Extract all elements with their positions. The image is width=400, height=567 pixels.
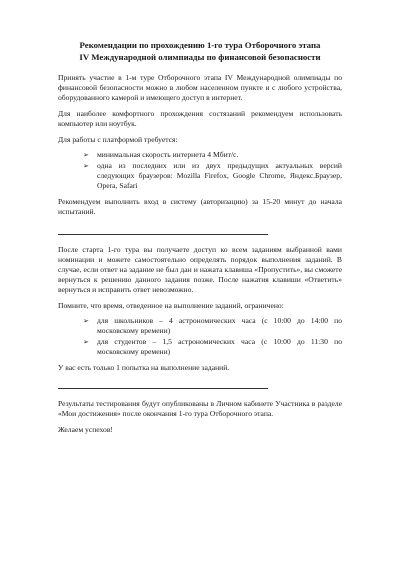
requirements-heading: Для работы с платформой требуется: xyxy=(58,135,178,144)
list-item xyxy=(83,161,342,191)
arrow-bullet-icon: ➢ xyxy=(83,338,89,346)
results-paragraph: Результаты тестирования будут опубликованы в Личном кабинете Участника в разделе «Мои достижения» после окончания 1-го тура Отборочного этапа. xyxy=(58,399,342,418)
list-item-text: для студентов – 1,5 астрономических часа (с 10:00 до 11:30 по московскому времени) xyxy=(97,337,342,356)
title-line-1: Рекомендации по прохождению 1-го тура Отборочного этапа xyxy=(79,40,321,50)
list-item xyxy=(83,337,342,357)
section-divider xyxy=(58,388,268,389)
time-limits-list xyxy=(58,316,342,357)
comfort-paragraph: Для наиболее комфортного прохождения состязаний рекомендуем использовать компьютер или ноутбук. xyxy=(58,109,342,128)
page-title xyxy=(58,40,342,63)
login-advice-paragraph: Рекомендуем выполнить вход в систему (авторизацию) за 15-20 минут до начала испытаний. xyxy=(58,197,342,216)
time-heading: Помните, что время, отведенное на выполнение заданий, ограничено: xyxy=(58,301,284,310)
requirements-list xyxy=(58,150,342,191)
arrow-bullet-icon: ➢ xyxy=(83,317,89,325)
list-item-text: для школьников – 4 астрономических часа (с 10:00 до 14:00 по московскому времени) xyxy=(97,316,342,335)
list-item-text: одна из последних или из двух предыдущих актуальных версий следующих браузеров: Mozilla Firefox, Google Chrome, Яндекс.Браузер, Opera, Safari xyxy=(97,161,342,190)
arrow-bullet-icon: ➢ xyxy=(83,151,89,159)
closing-paragraph: Желаем успехов! xyxy=(58,425,113,434)
list-item-text: минимальная скорость интернета 4 Мбит/с. xyxy=(97,150,239,159)
after-start-paragraph: После старта 1-го тура вы получаете доступ ко всем заданиям выбранной вами номинации и можете самостоятельно определять порядок выполнения заданий. В случае, если ответ на задание не был дан и нажата клавиша «Пропустить», вы сможете вернуться к решению данного задания позже. После нажатия клавиши «Ответить» вернуться и исправить ответ невозможно. xyxy=(58,245,342,294)
intro-paragraph: Принять участие в 1-м туре Отборочного этапа IV Международной олимпиады по финансовой безопасности можно в любом населенном пункте и с любого устройства, оборудованного камерой и имеющего доступ в интернет. xyxy=(58,73,342,102)
arrow-bullet-icon: ➢ xyxy=(83,162,89,170)
list-item xyxy=(83,150,342,160)
title-line-2: IV Международной олимпиады по финансовой безопасности xyxy=(79,51,321,62)
attempts-paragraph: У вас есть только 1 попытка на выполнение заданий. xyxy=(58,363,230,372)
section-divider xyxy=(58,234,268,235)
list-item xyxy=(83,316,342,336)
